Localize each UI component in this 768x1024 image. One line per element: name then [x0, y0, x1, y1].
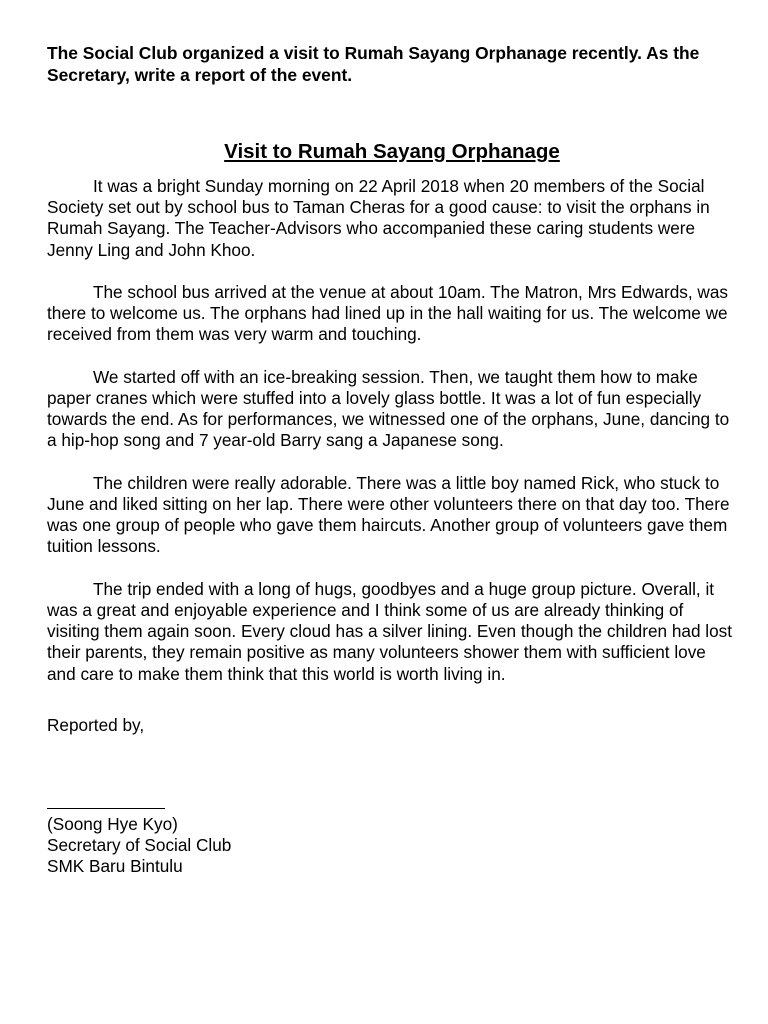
paragraph-conclusion: The trip ended with a long of hugs, goodbyes and a huge group picture. Overall, it was a great and enjoyable experience and I think some of us are already thinking of visiting them again soon. Every cloud has a silver lining. Even though the children had lost their parents, they remain positive as many volunteers shower them with sufficient love and care to make them think that this world is worth living in. [47, 578, 733, 684]
task-prompt: The Social Club organized a visit to Rumah Sayang Orphanage recently. As the Secretary, write a report of the event. [47, 43, 700, 85]
paragraph-activities: We started off with an ice-breaking session. Then, we taught them how to make paper cranes which were stuffed into a lovely glass bottle. It was a lot of fun especially towards the end. As for performances, we witnessed one of the orphans, June, dancing to a hip-hop song and 7 year-old Barry sang a Japanese song. [47, 366, 730, 451]
paragraph-arrival-intro: It was a bright Sunday morning on 22 April 2018 when 20 members of the Social Society set out by school bus to Taman Cheras for a good cause: to visit the orphans in Rumah Sayang. The Teacher-Advisors who accompanied these caring students were Jenny Ling and John Khoo. [47, 176, 710, 260]
signature-block [47, 814, 737, 878]
reported-by-label: Reported by, [47, 714, 145, 735]
report-body [47, 176, 737, 685]
signatory-position: Secretary of Social Club [47, 835, 232, 856]
paragraph-welcome: The school bus arrived at the venue at about 10am. The Matron, Mrs Edwards, was there to welcome us. The orphans had lined up in the hall waiting for us. The welcome we received from them was very warm and touching. [47, 282, 728, 345]
paragraph-children: The children were really adorable. There was a little boy named Rick, who stuck to June and liked sitting on her lap. There were other volunteers there on that day too. There was one group of people who gave them haircuts. Another group of volunteers gave them tuition lessons. [47, 472, 730, 557]
signature-line [47, 808, 165, 809]
report-title: Visit to Rumah Sayang Orphanage [224, 140, 560, 163]
signatory-name: (Soong Hye Kyo) [47, 813, 178, 834]
report-document [47, 42, 737, 878]
signatory-school: SMK Baru Bintulu [47, 856, 183, 877]
